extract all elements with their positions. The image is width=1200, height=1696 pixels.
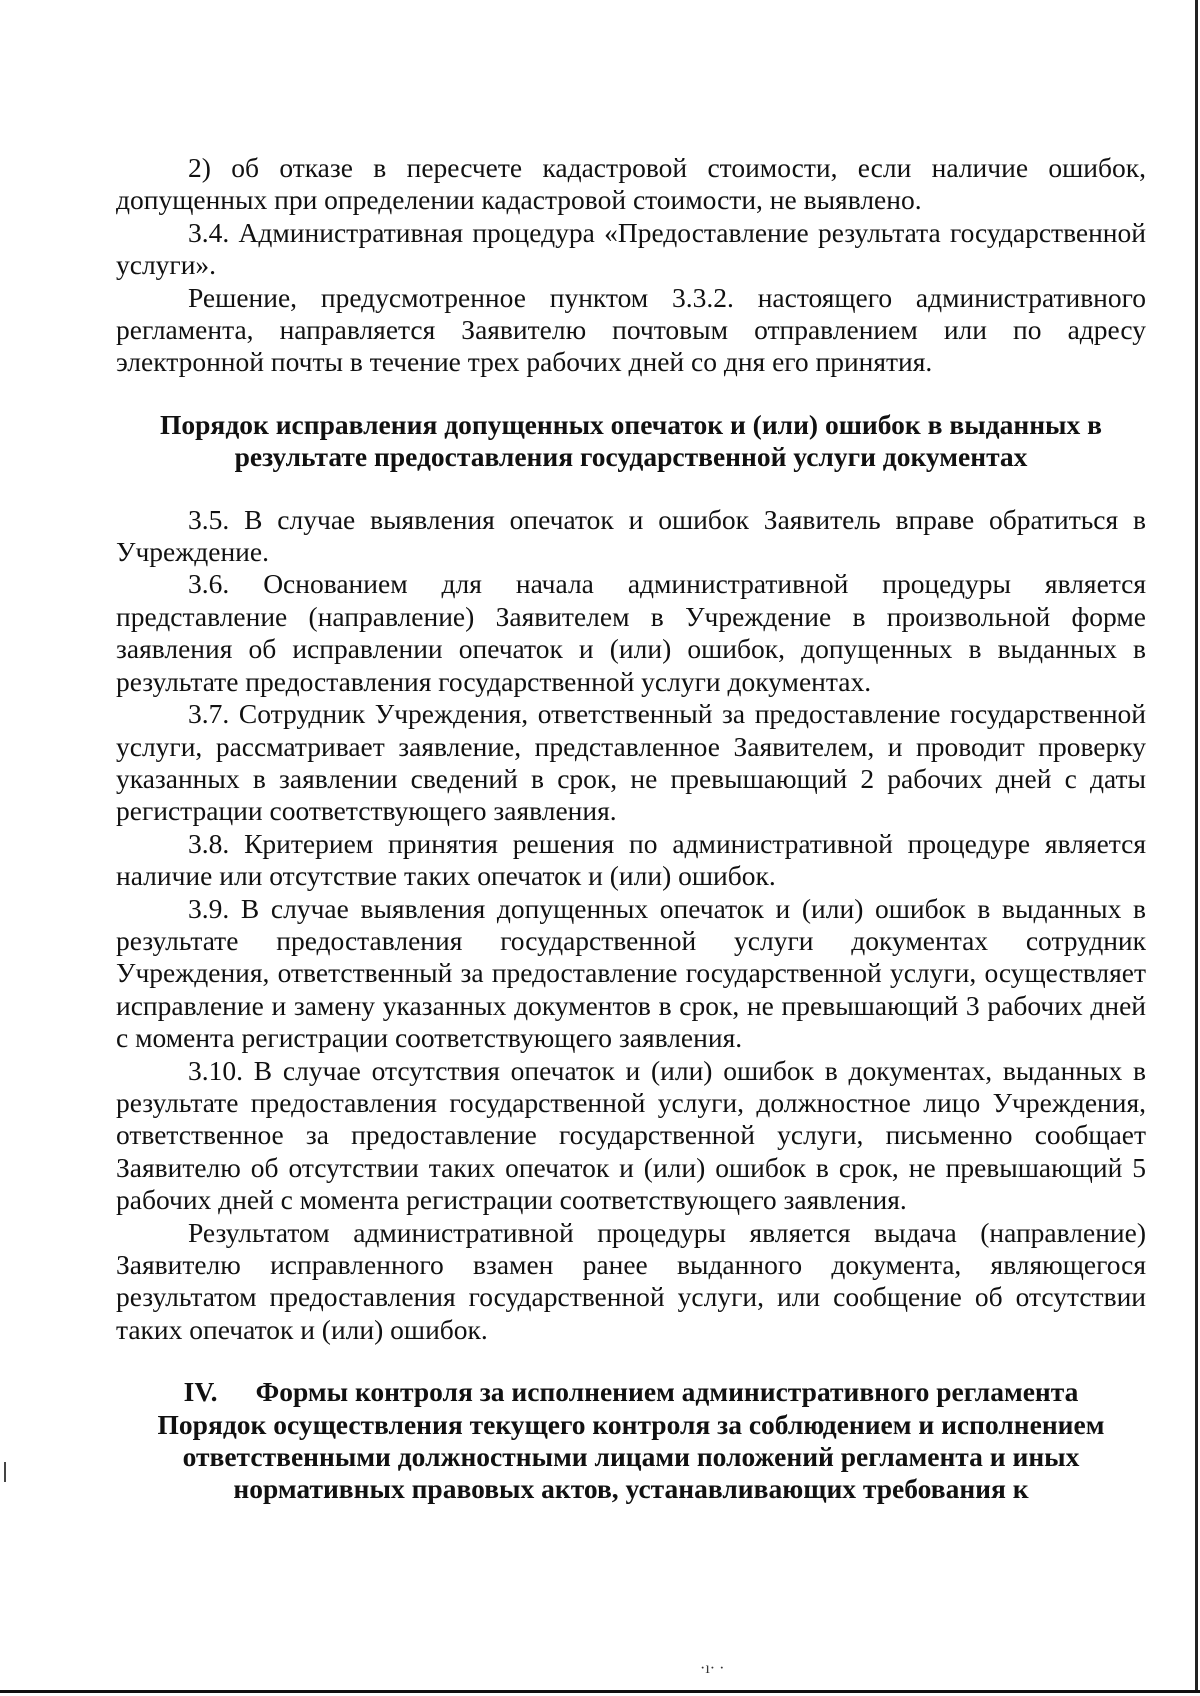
paragraph-3-10: 3.10. В случае отсутствия опечаток и (или) ошибок в документах, выданных в результате предоставления государственной услуги, должностное лицо Учреждения, ответственное за предоставление государственной услуги, письменно сообщает Заявителю об отсутствии таких опечаток и (или) ошибок в срок, не превышающий 5 рабочих дней с момента регистрации соответствующего заявления. [116, 1054, 1146, 1216]
scan-border-right [1195, 0, 1198, 1693]
page-number-mark: ·ı· · [700, 1660, 725, 1677]
section-4-title-row [116, 1376, 1146, 1408]
paragraph-3-9: 3.9. В случае выявления допущенных опечаток и (или) ошибок в выданных в результате предоставления государственной услуги документах сотрудник Учреждения, ответственный за предоставление государственной услуги, осуществляет исправление и замену указанных документов в срок, не превышающий 3 рабочих дней с момента регистрации соответствующего заявления. [116, 892, 1146, 1054]
paragraph-3-7: 3.7. Сотрудник Учреждения, ответственный за предоставление государственной услуги, рассматривает заявление, представленное Заявителем, и проводит проверку указанных в заявлении сведений в срок, не превышающий 2 рабочих дней с даты регистрации соответствующего заявления. [116, 698, 1146, 827]
heading-section-4 [116, 1376, 1146, 1506]
heading-error-correction: Порядок исправления допущенных опечаток и (или) ошибок в выданных в результате предоставления государственной услуги документах [160, 408, 1102, 473]
document-body [116, 152, 1146, 1506]
section-title: Формы контроля за исполнением административного регламента [255, 1376, 1079, 1408]
paragraph-3-4: 3.4. Административная процедура «Предоставление результата государственной услуги». [116, 216, 1146, 281]
paragraph-3-6: 3.6. Основанием для начала административной процедуры является представление (направление) Заявителем в Учреждение в произвольной форме заявления об исправлении опечаток и (или) ошибок, допущенных в выданных в результате предоставления государственной услуги документах. [116, 568, 1146, 697]
scan-mark [4, 1462, 6, 1482]
section-number: IV. [183, 1376, 218, 1408]
paragraph-refusal: 2) об отказе в пересчете кадастровой стоимости, если наличие ошибок, допущенных при определении кадастровой стоимости, не выявлено. [116, 152, 1146, 216]
section-subtitle: Порядок осуществления текущего контроля за соблюдением и исполнением ответственными должностными лицами положений регламента и иных нормативных правовых актов, устанавливающих требования к [157, 1408, 1105, 1505]
scan-border-bottom [0, 1690, 1200, 1693]
paragraph-3-5: 3.5. В случае выявления опечаток и ошибок Заявитель вправе обратиться в Учреждение. [116, 503, 1146, 568]
paragraph-decision: Решение, предусмотренное пунктом 3.3.2. настоящего административного регламента, направляется Заявителю почтовым отправлением или по адресу электронной почты в течение трех рабочих дней со дня его принятия. [116, 281, 1146, 378]
paragraph-result: Результатом административной процедуры является выдача (направление) Заявителю исправленного взамен ранее выданного документа, являющегося результатом предоставления государственной услуги, или сообщение об отсутствии таких опечаток и (или) ошибок. [116, 1216, 1146, 1345]
paragraph-3-8: 3.8. Критерием принятия решения по административной процедуре является наличие или отсутствие таких опечаток и (или) ошибок. [116, 827, 1146, 892]
